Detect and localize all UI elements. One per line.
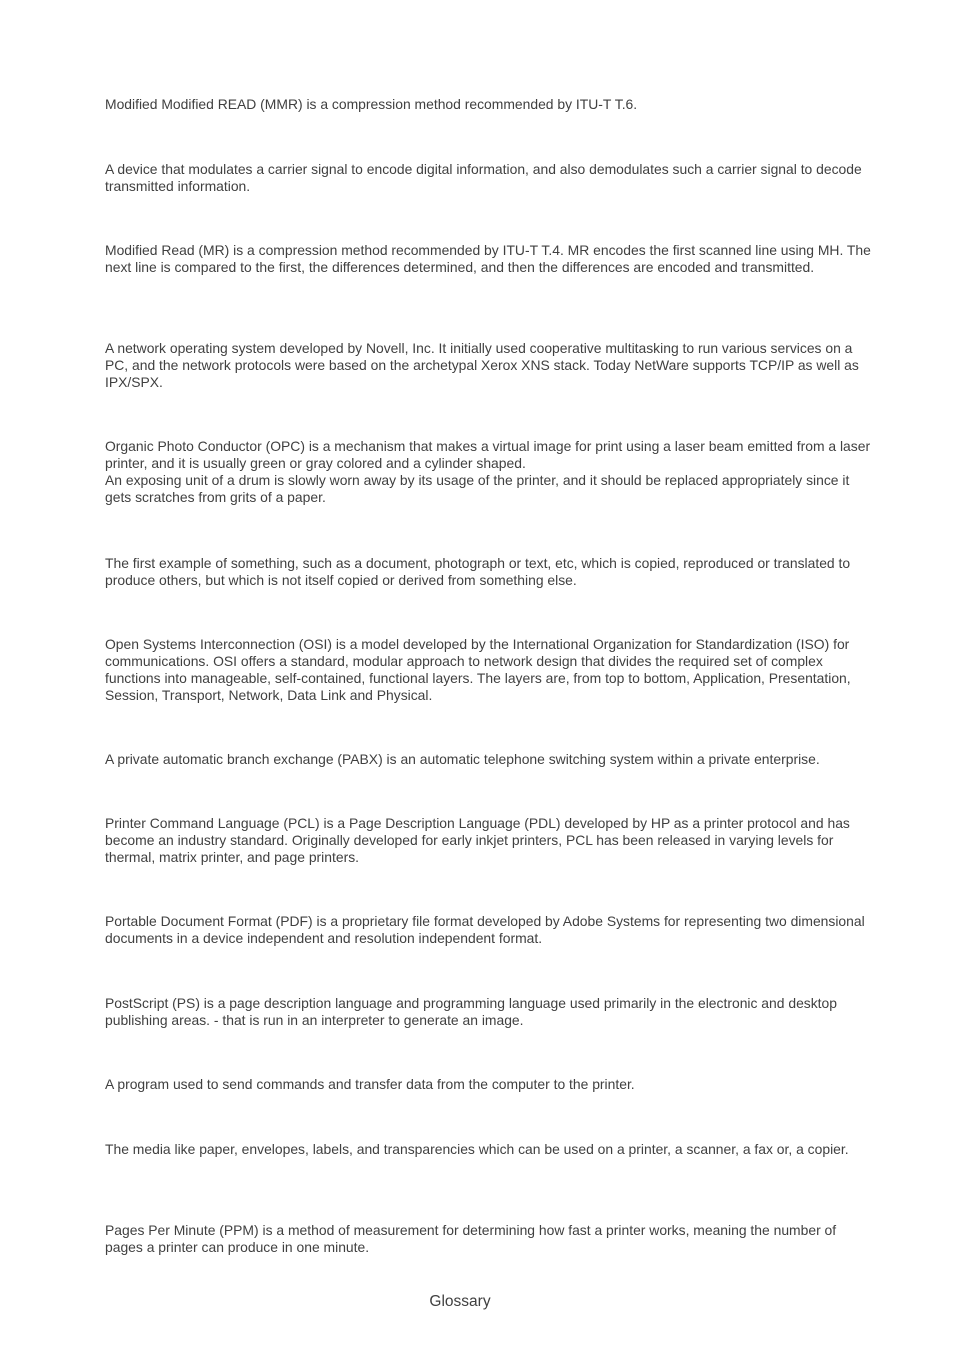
glossary-entry-ppm bbox=[105, 1222, 877, 1256]
definition-text: A private automatic branch exchange (PABX) is an automatic telephone switching system within a private enterprise. bbox=[105, 751, 820, 767]
definition-text: Printer Command Language (PCL) is a Page Description Language (PDL) developed by HP as a printer protocol and has become an industry standard. Originally developed for early inkjet printers, PCL has been released in varying levels for thermal, matrix printer, and page printers. bbox=[105, 815, 854, 865]
definition-text: Pages Per Minute (PPM) is a method of measurement for determining how fast a printer works, meaning the number of pages a printer can produce in one minute. bbox=[105, 1222, 840, 1255]
definition-text: Modified Read (MR) is a compression method recommended by ITU-T T.4. MR encodes the first scanned line using MH. The next line is compared to the first, the differences determined, and then the differences are encoded and transmitted. bbox=[105, 242, 875, 275]
definition-text-continued: An exposing unit of a drum is slowly worn away by its usage of the printer, and it should be replaced appropriately since it gets scratches from grits of a paper. bbox=[105, 472, 854, 505]
definition-text: Portable Document Format (PDF) is a proprietary file format developed by Adobe Systems for representing two dimensional documents in a device independent and resolution independent format. bbox=[105, 913, 869, 946]
glossary-entry-pcl bbox=[105, 815, 877, 866]
definition-text: Organic Photo Conductor (OPC) is a mechanism that makes a virtual image for print using a laser beam emitted from a laser printer, and it is usually green or gray colored and a cylinder shaped. bbox=[105, 438, 874, 471]
glossary-entry-netware bbox=[105, 340, 877, 391]
definition-text: Modified Modified READ (MMR) is a compression method recommended by ITU-T T.6. bbox=[105, 96, 638, 112]
definition-text: A network operating system developed by Novell, Inc. It initially used cooperative multitasking to run various services on a PC, and the network protocols were based on the archetypal Xerox XNS stack. Today NetWare supports TCP/IP as well as IPX/SPX. bbox=[105, 340, 863, 390]
glossary-entry-postscript bbox=[105, 995, 877, 1029]
glossary-entry-printer-driver bbox=[105, 1076, 877, 1093]
definition-text: A program used to send commands and transfer data from the computer to the printer. bbox=[105, 1076, 635, 1092]
glossary-entry-modem bbox=[105, 161, 877, 195]
definition-text: The media like paper, envelopes, labels, and transparencies which can be used on a printer, a scanner, a fax or, a copier. bbox=[105, 1141, 849, 1157]
definition-text: PostScript (PS) is a page description language and programming language used primarily in the electronic and desktop publishing areas. - that is run in an interpreter to generate an image. bbox=[105, 995, 841, 1028]
glossary-entry-mmr bbox=[105, 96, 877, 113]
glossary-entry-pdf bbox=[105, 913, 877, 947]
glossary-entry-opc bbox=[105, 438, 877, 506]
glossary-entry-osi bbox=[105, 636, 877, 704]
definition-text: A device that modulates a carrier signal to encode digital information, and also demodulates such a carrier signal to decode transmitted information. bbox=[105, 161, 866, 194]
definition-text: The first example of something, such as a document, photograph or text, etc, which is copied, reproduced or translated to produce others, but which is not itself copied or derived from something else. bbox=[105, 555, 854, 588]
glossary-entry-mr bbox=[105, 242, 877, 276]
glossary-entry-print-media bbox=[105, 1141, 877, 1158]
glossary-entry-pabx bbox=[105, 751, 877, 768]
definition-text: Open Systems Interconnection (OSI) is a model developed by the International Organization for Standardization (ISO) for communications. OSI offers a standard, modular approach to network design that divides the required set of complex functions into manageable, self-contained, functional layers. The layers are, from top to bottom, Application, Presentation, Session, Transport, Network, Data Link and Physical. bbox=[105, 636, 855, 703]
page-footer-label: Glossary bbox=[429, 1293, 491, 1310]
glossary-entry-original bbox=[105, 555, 877, 589]
